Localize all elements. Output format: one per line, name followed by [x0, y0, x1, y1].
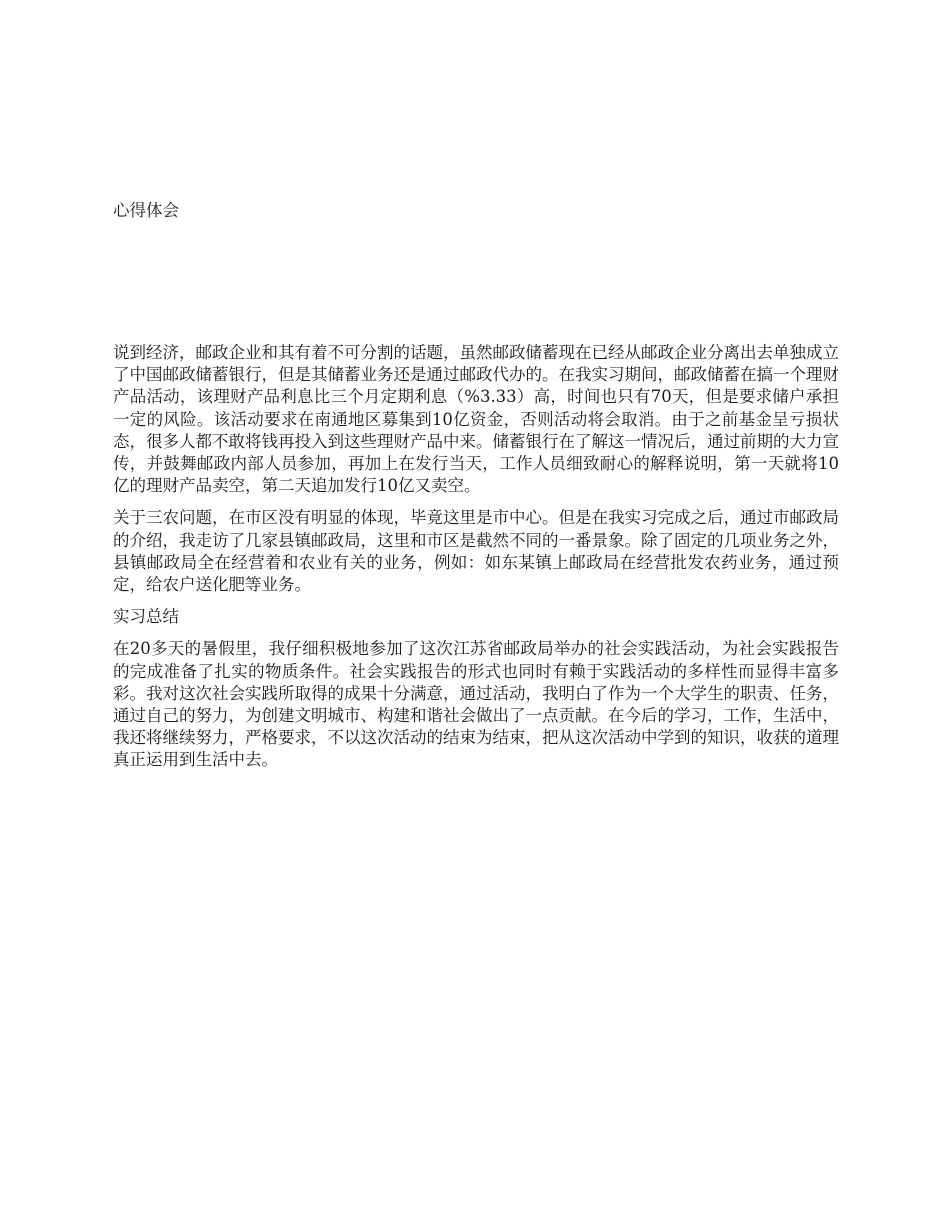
section-title-internship-summary: 实习总结	[113, 607, 179, 627]
paragraph-summary: 在20多天的暑假里，我仔细积极地参加了这次江苏省邮政局举办的社会实践活动，为社会实践报告的完成准备了扎实的物质条件。社会实践报告的形式也同时有赖于实践活动的多样性而显得丰富多彩。我对这次社会实践所取得的成果十分满意，通过活动，我明白了作为一个大学生的职责、任务，通过自己的努力，为创建文明城市、构建和谐社会做出了一点贡献。在今后的学习，工作，生活中，我还将继续努力，严格要求，不以这次活动的结束为结束，把从这次活动中学到的知识，收获的道理真正运用到生活中去。	[113, 639, 839, 770]
paragraph-postal-finance: 说到经济，邮政企业和其有着不可分割的话题，虽然邮政储蓄现在已经从邮政企业分离出去单独成立了中国邮政储蓄银行，但是其储蓄业务还是通过邮政代办的。在我实习期间，邮政储蓄在搞一个理财产品活动，该理财产品利息比三个月定期利息（%3.33）高，时间也只有70天，但是要求储户承担一定的风险。该活动要求在南通地区募集到10亿资金，否则活动将会取消。由于之前基金呈亏损状态，很多人都不敢将钱再投入到这些理财产品中来。储蓄银行在了解这一情况后，通过前期的大力宣传，并鼓舞邮政内部人员参加，再加上在发行当天，工作人员细致耐心的解释说明，第一天就将10亿的理财产品卖空，第二天追加发行10亿又卖空。	[113, 343, 839, 496]
paragraph-rural-issues: 关于三农问题，在市区没有明显的体现，毕竟这里是市中心。但是在我实习完成之后，通过市邮政局的介绍，我走访了几家县镇邮政局，这里和市区是截然不同的一番景象。除了固定的几项业务之外，县镇邮政局全在经营着和农业有关的业务，例如：如东某镇上邮政局在经营批发农药业务，通过预定，给农户送化肥等业务。	[113, 508, 839, 595]
document-body	[113, 342, 839, 782]
document-title: 心得体会	[113, 201, 179, 220]
